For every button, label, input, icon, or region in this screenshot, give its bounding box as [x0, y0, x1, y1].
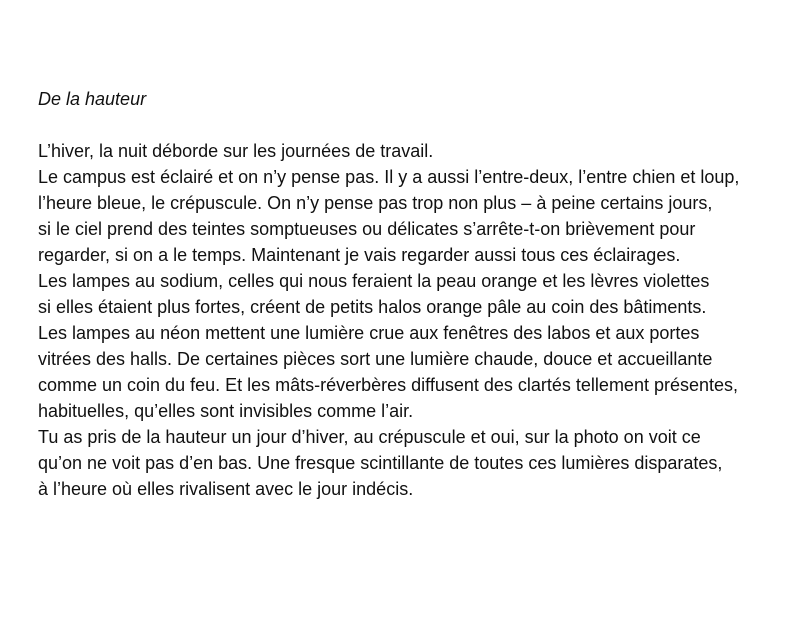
text-line: Les lampes au sodium, celles qui nous feraient la peau orange et les lèvres violettes [38, 271, 710, 291]
text-line: L’hiver, la nuit déborde sur les journées de travail. [38, 141, 434, 161]
document-page [38, 86, 788, 502]
text-line: Le campus est éclairé et on n’y pense pas. Il y a aussi l’entre-deux, l’entre chien et loup, [38, 167, 740, 187]
text-line: Les lampes au néon mettent une lumière crue aux fenêtres des labos et aux portes [38, 323, 700, 343]
document-title: De la hauteur [38, 89, 147, 109]
text-line: regarder, si on a le temps. Maintenant je vais regarder aussi tous ces éclairages. [38, 245, 681, 265]
text-line: à l’heure où elles rivalisent avec le jour indécis. [38, 479, 414, 499]
text-line: si le ciel prend des teintes somptueuses ou délicates s’arrête-t-on brièvement pour [38, 219, 696, 239]
text-line: Tu as pris de la hauteur un jour d’hiver, au crépuscule et oui, sur la photo on voit ce [38, 427, 701, 447]
text-line: vitrées des halls. De certaines pièces sort une lumière chaude, douce et accueillante [38, 349, 713, 369]
text-line: habituelles, qu’elles sont invisibles comme l’air. [38, 401, 414, 421]
document-body [38, 138, 788, 502]
text-line: l’heure bleue, le crépuscule. On n’y pense pas trop non plus – à peine certains jours, [38, 193, 713, 213]
text-line: si elles étaient plus fortes, créent de petits halos orange pâle au coin des bâtiments. [38, 297, 707, 317]
text-line: qu’on ne voit pas d’en bas. Une fresque scintillante de toutes ces lumières disparates, [38, 453, 723, 473]
text-line: comme un coin du feu. Et les mâts-réverbères diffusent des clartés tellement présentes, [38, 375, 739, 395]
